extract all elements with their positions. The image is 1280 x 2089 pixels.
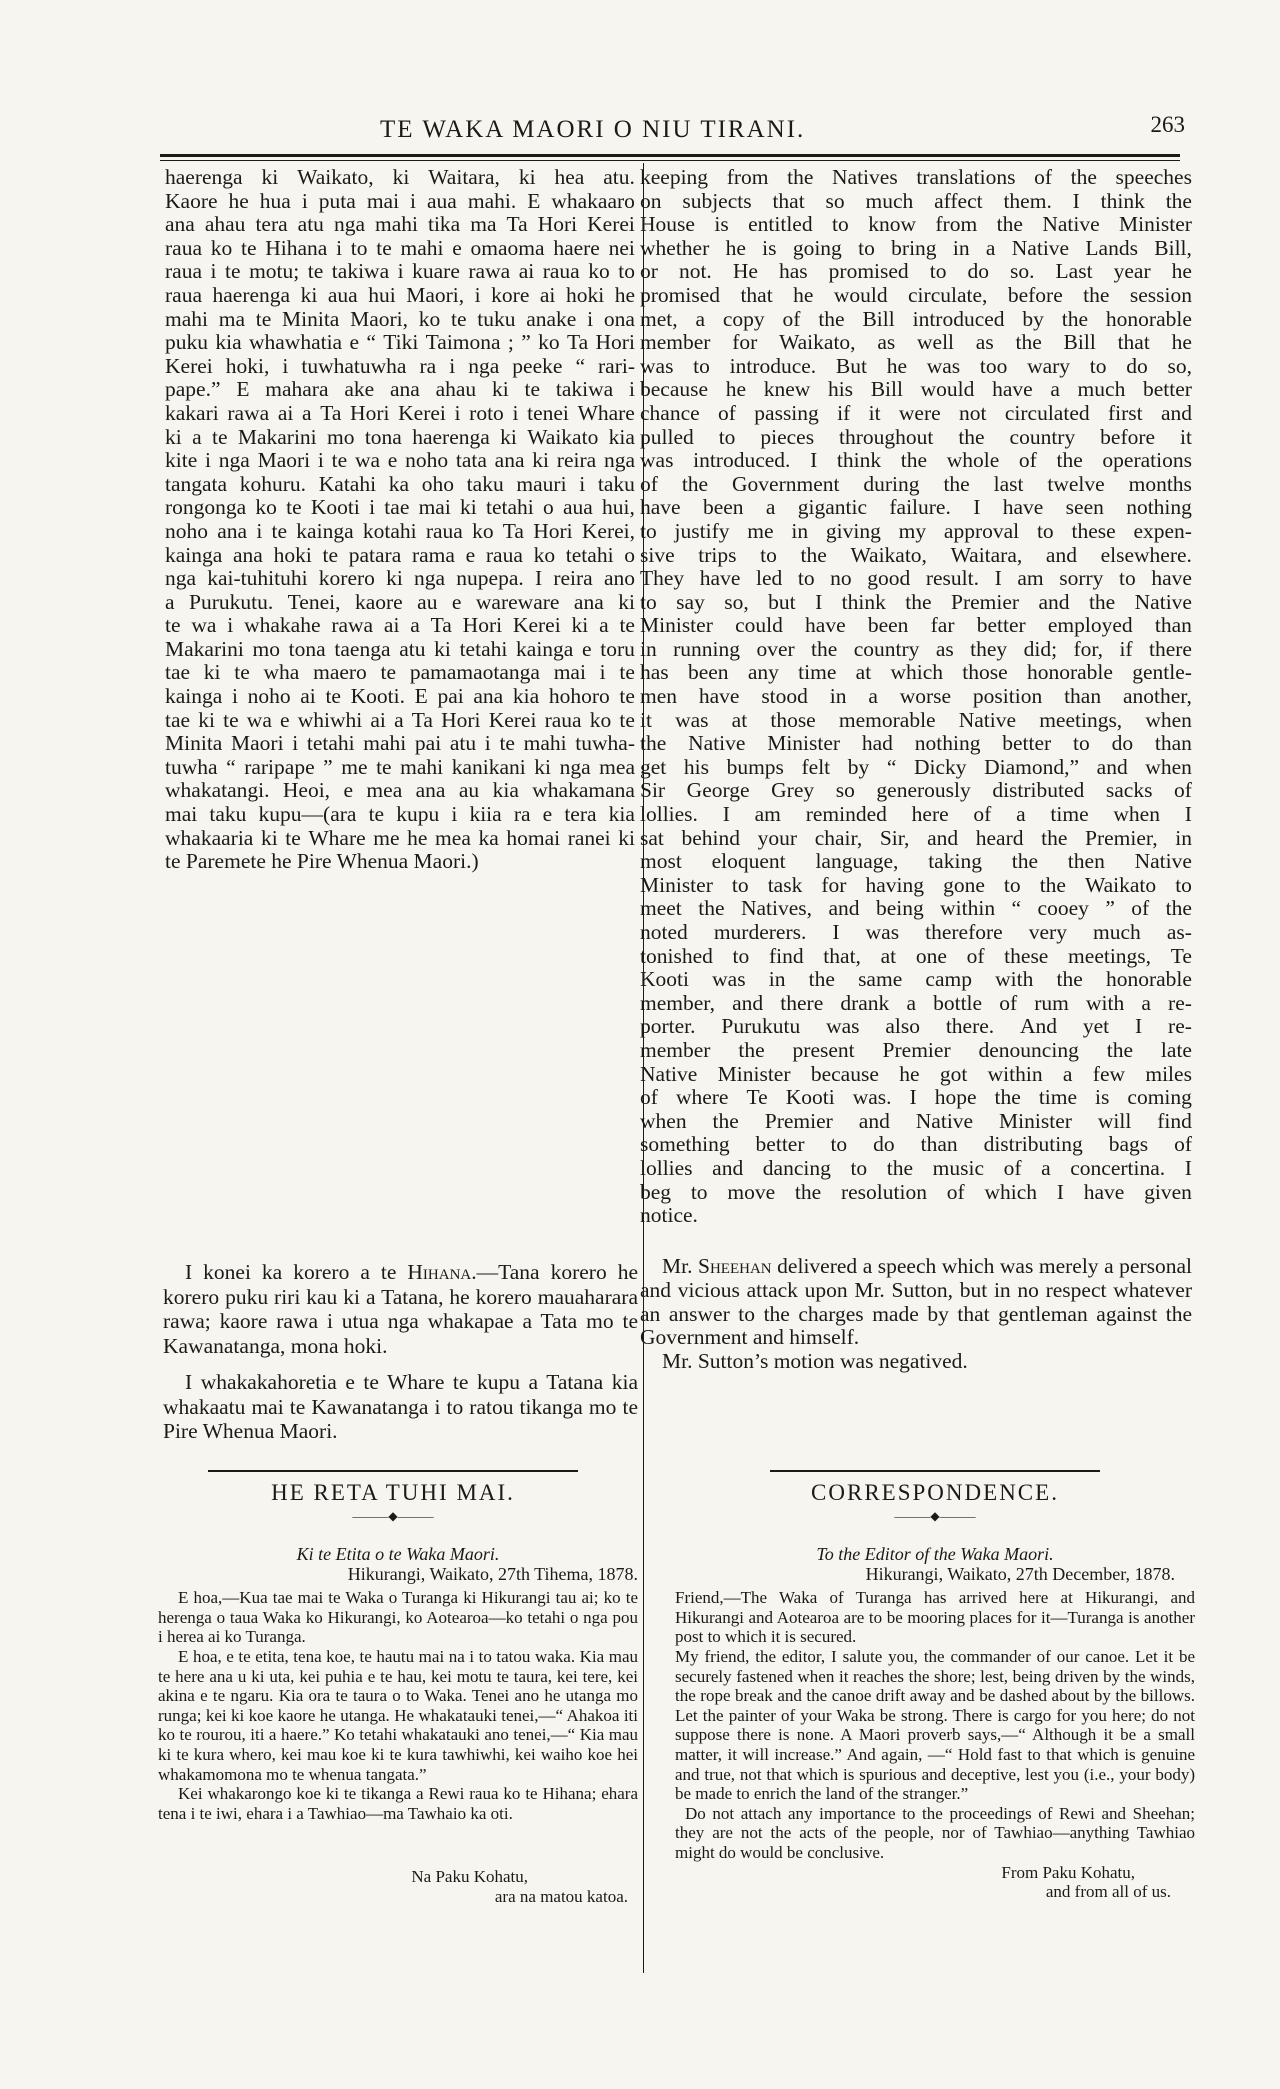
maori-letter [158, 1545, 638, 1907]
text-line: in running over the country as they did; for, if there [640, 637, 1192, 661]
text-line: because he knew his Bill would have a much better [640, 378, 1192, 402]
text-line: has been any time at which those honorable gentle- [640, 661, 1192, 685]
text-line: Minister could have been far better employed than [640, 614, 1192, 638]
text-line: rongonga ko te Kooti i tae mai ki tetahi o aua hui, [165, 496, 635, 520]
letter-date: Hikurangi, Waikato, 27th December, 1878. [865, 1563, 1175, 1584]
speaker-name: Hihana [407, 1260, 472, 1284]
text-line: kainga ana hoki te patara rama e raua ko tetahi o [165, 543, 635, 567]
text-line: tangata kohuru. Katahi ka oho taku mauri i taku [165, 472, 635, 496]
text-line: porter. Purukutu was also there. And yet I re- [640, 1015, 1192, 1039]
text-line: have been a gigantic failure. I have seen nothing [640, 496, 1192, 520]
text-line: most eloquent language, taking the then Native [640, 850, 1192, 874]
text-line: whakaaria ki te Whare me he mea ka homai ranei ki [165, 826, 635, 850]
text-line: member the present Premier denouncing the late [640, 1038, 1192, 1062]
page-number: 263 [1150, 112, 1185, 137]
letter-paragraph: E hoa, e te etita, tena koe, te hautu mai na i to tatou waka. Kia mau te here ana u ki uta, kei puhia e te hau, kei motu te taura, kei tere, kei akina e te ngaru. Kia ora te taura o to Waka. Tenei ano he utanga mo runga; kei ki koe kaore he utanga. He whakatauki tenei,—“ Ahakoa iti ko te rourou, iti a haere.” Ko tetahi whakatauki ano tenei,—“ Kia mau ki te kura whero, kei mau koe ki te kura tawhiwhi, kei waiho koe hei whakamomona mo te whenua tangata.” [158, 1646, 638, 1784]
text-line: beg to move the resolution of which I have given [640, 1180, 1192, 1204]
ornament-icon: ———◆——— [352, 1509, 434, 1523]
text-line: tuwha “ raripape ” me te mahi kanikani ki nga mea [165, 755, 635, 779]
text-line: puku kia whawhatia e “ Tiki Taimona ; ” ko Ta Hori [165, 331, 635, 355]
text-line: something better to do than distributing bags of [640, 1133, 1192, 1157]
correspondence-heading: CORRESPONDENCE. [811, 1480, 1059, 1505]
maori-letter-heading: HE RETA TUHI MAI. [271, 1480, 515, 1505]
text-line: tonished to find that, at one of these meetings, Te [640, 944, 1192, 968]
text-line: notice. [640, 1204, 698, 1228]
text-line: ana ahau tera atu nga mahi tika ma Ta Hori Kerei [165, 213, 635, 237]
text-line: sat behind your chair, Sir, and heard the Premier, in [640, 826, 1192, 850]
text-line: pape.” E mahara ake ana ahau ki te takiwa i [165, 378, 635, 402]
text-line: it was at those memorable Native meetings, when [640, 708, 1192, 732]
text-line: the Native Minister had nothing better to do than [640, 732, 1192, 756]
motion-paragraph: I whakakahoretia e te Whare te kupu a Tatana kia whakaatu mai te Kawanatanga i to ratou tikanga mo te Pire Whenua Maori. [163, 1370, 638, 1443]
letter-date: Hikurangi, Waikato, 27th Tihema, 1878. [347, 1563, 638, 1584]
text-line: haerenga ki Waikato, ki Waitara, ki hea atu. [165, 166, 635, 189]
letter-signature-2: and from all of us. [1045, 1882, 1171, 1902]
text-line: Minita Maori i tetahi mahi pai atu i te mahi tuwha- [165, 732, 635, 756]
letter-signature-2: ara na matou katoa. [494, 1886, 628, 1906]
header-rule-thin [160, 160, 1180, 161]
text-line: sive trips to the Waikato, Waitara, and elsewhere. [640, 543, 1192, 567]
text-line: meet the Natives, and being within “ cooey ” of the [640, 897, 1192, 921]
text-line: kite i nga Maori i te wa e noho tata ana ki reira nga [165, 449, 635, 473]
letter-paragraph: My friend, the editor, I salute you, the commander of our canoe. Let it be securely fastened when it reaches the shore; lest, being driven by the winds, the rope break and the canoe drift away and be dashed about by the billows. Let the painter of your Waka be strong. There is cargo for you here; do not suppose there is none. A Maori proverb says,—“ Although it be a small matter, it will increase.” And again, —“ Hold fast to that which is genuine and true, not that which is spurious and deceptive, lest you (i.e., your body) be made to enrich the land of the stranger.” [675, 1646, 1195, 1804]
letter-paragraph: Do not attach any importance to the proceedings of Rewi and Sheehan; they are not the acts of the people, nor of Tawhiao—anything Tawhiao might do would be conclusive. [675, 1803, 1195, 1862]
page-header [155, 112, 1185, 152]
text-line: or not. He has promised to do so. Last year he [640, 260, 1192, 284]
letter-paragraph: Kei whakarongo koe ki te tikanga a Rewi raua ko te Hihana; ehara tena i te iwi, ehara i a Tawhiao—ma Tawhaio ka oti. [158, 1784, 638, 1823]
text-line: men have stood in a worse position than another, [640, 685, 1192, 709]
left-column-text [165, 166, 635, 874]
text-line: get his bumps felt by “ Dicky Diamond,” and when [640, 755, 1192, 779]
text-line: to justify me in giving my approval to these expen- [640, 519, 1192, 543]
letter-salutation: To the Editor of the Waka Maori. [816, 1544, 1054, 1564]
text-line: House is entitled to know from the Native Minister [640, 213, 1192, 237]
right-column-lower [640, 1255, 1192, 1374]
text-line: ki a te Makarini mo tona haerenga ki Waikato kia [165, 425, 635, 449]
text-line: Kerei hoki, i tuwhatuwha ra i nga peeke “ rari- [165, 354, 635, 378]
text-line: te Paremete he Pire Whenua Maori.) [165, 850, 479, 874]
text-line: when the Premier and Native Minister will find [640, 1109, 1192, 1133]
text-line: was to introduce. But he was too wary to do so, [640, 354, 1192, 378]
text-line: Minister to task for having gone to the Waikato to [640, 873, 1192, 897]
section-rule [208, 1470, 578, 1472]
section-rule [770, 1470, 1100, 1472]
text-line: noho ana i te kainga kotahi raua ko Ta Hori Kerei, [165, 519, 635, 543]
text-line: raua haerenga ki aua hui Maori, i kore ai hoki he [165, 283, 635, 307]
text-line: member, and there drank a bottle of rum with a re- [640, 991, 1192, 1015]
letter-signature: From Paku Kohatu, [1001, 1862, 1135, 1882]
text-line: met, a copy of the Bill introduced by the honorable [640, 307, 1192, 331]
text-line: of where Te Kooti was. I hope the time is coming [640, 1086, 1192, 1110]
text-line: a Purukutu. Tenei, kaore au e wareware ana ki [165, 590, 635, 614]
text-line: to say so, but I think the Premier and the Native [640, 590, 1192, 614]
maori-letter-heading-block [208, 1470, 578, 1522]
text-line: member for Waikato, as well as the Bill that he [640, 331, 1192, 355]
text-line: kakari rawa ai a Ta Hori Kerei i roto i tenei Whare [165, 401, 635, 425]
text-line: raua ko te Hihana i to te mahi e omaoma haere nei [165, 236, 635, 260]
letter-paragraph: E hoa,—Kua tae mai te Waka o Turanga ki Hikurangi tau ai; ko te herenga o taua Waka ko Hikurangi, ko Aotearoa—ko tetahi o nga pou i herea ai ko Turanga. [158, 1588, 638, 1647]
sheehan-paragraph: Mr. Sheehan delivered a speech which was merely a personal and vicious attack upon Mr. Sutton, but in no respect whatever an answer to the charges made by that gentleman against the Government and himself. [640, 1254, 1193, 1350]
text-line: tae ki te wa e whiwhi ai a Ta Hori Kerei raua ko te [165, 708, 635, 732]
text-line: on subjects that so much affect them. I think the [640, 189, 1192, 213]
letter-salutation: Ki te Etita o te Waka Maori. [296, 1544, 500, 1564]
text-line: mai taku kupu—(ara te kupu i kiia ra e tera kia [165, 803, 635, 827]
text-line: whether he is going to bring in a Native Lands Bill, [640, 236, 1192, 260]
text-line: Makarini mo tona taenga atu ki tetahi kainga e toru [165, 637, 635, 661]
ornament-icon: ———◆——— [894, 1509, 976, 1523]
text-line: tae ki te wha maero te pamamaotanga mai i te [165, 661, 635, 685]
negatived-paragraph: Mr. Sutton’s motion was negatived. [662, 1349, 968, 1374]
text-line: They have led to no good result. I am sorry to have [640, 567, 1192, 591]
text-line: chance of passing if it were not circulated first and [640, 401, 1192, 425]
text-line: Kooti was in the same camp with the honorable [640, 968, 1192, 992]
text-line: whakatangi. Heoi, e mea ana au kia whakamana [165, 779, 635, 803]
text-line: raua i te motu; te takiwa i kuare rawa ai raua ko to [165, 260, 635, 284]
text-line: kainga i noho ai te Kooti. E pai ana kia hohoro te [165, 685, 635, 709]
text-line: Sir George Grey so generously distributed sacks of [640, 779, 1192, 803]
text-line: was introduced. I think the whole of the operations [640, 449, 1192, 473]
text-line: te wa i whakahe rawa ai a Ta Hori Kerei ki a te [165, 614, 635, 638]
text-line: lollies. I am reminded here of a time when I [640, 803, 1192, 827]
correspondence-heading-block [770, 1470, 1100, 1522]
text-line: of the Government during the last twelve months [640, 472, 1192, 496]
text-line: Kaore he hua i puta mai i aua mahi. E whakaaro [165, 189, 635, 213]
left-column-lower [163, 1260, 638, 1444]
masthead-title: TE WAKA MAORI O NIU TIRANI. [380, 116, 806, 143]
text-line: pulled to pieces throughout the country before it [640, 425, 1192, 449]
letter-signature: Na Paku Kohatu, [411, 1867, 528, 1887]
letter-paragraph: Friend,—The Waka of Turanga has arrived here at Hikurangi, and Hikurangi and Aotearoa are to be mooring places for it—Turanga is another post to which it is secured. [675, 1588, 1195, 1647]
header-rule [160, 154, 1180, 157]
text-line: keeping from the Natives translations of the speeches [640, 166, 1192, 189]
text-line: noted murderers. I was therefore very much as- [640, 921, 1192, 944]
hihana-paragraph: I konei ka korero a te Hihana.—Tana korero he korero puku riri kau ki a Tatana, he korero mauaharara rawa; kaore rawa i utua nga whakapae a Tata mo te Kawanatanga, mona hoki. [163, 1260, 638, 1358]
text-line: promised that he would circulate, before the session [640, 283, 1192, 307]
text-line: mahi ma te Minita Maori, ko te tuku anake i ona [165, 307, 635, 331]
text-line: lollies and dancing to the music of a concertina. I [640, 1156, 1192, 1180]
speaker-name: Sheehan [698, 1254, 772, 1278]
right-column-text [640, 166, 1192, 1228]
text-line: nga kai-tuhituhi korero ki nga nupepa. I reira ano [165, 567, 635, 591]
text-line: Native Minister because he got within a few miles [640, 1062, 1192, 1086]
english-letter [675, 1545, 1195, 1902]
